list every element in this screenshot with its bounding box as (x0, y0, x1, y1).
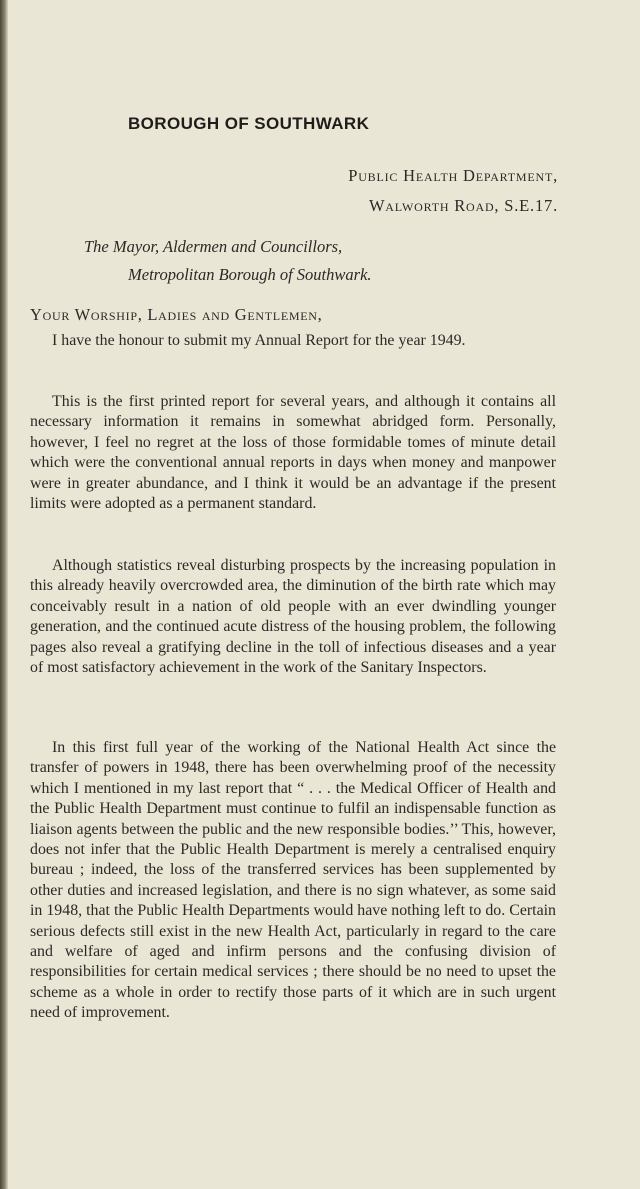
address-line-2: Walworth Road, S.E.17. (368, 196, 558, 215)
page-heading: BOROUGH OF SOUTHWARK (128, 114, 370, 133)
greeting: Your Worship, Ladies and Gentlemen, (30, 305, 323, 324)
paragraph-3: Although statistics reveal disturbing prospects by the increasing population in this already heavily overcrowded area, the diminution of the birth rate which may conceivably result in a nation of old people with an ever dwindling younger generation, and the continued acute distress of the housing problem, the following pages also reveal a gratifying decline in the toll of infectious diseases and a year of most satisfactory achievement in the work of the Sanitary Inspectors. (30, 557, 556, 677)
paragraph-4: In this first full year of the working of the National Health Act since the transfer of powers in 1948, there has been overwhelming proof of the necessity which I mentioned in my last report that “ . . . the Medical Officer of Health and the Public Health Department must continue to fulfil an indispensable function as liaison agents between the public and the new responsible bodies.’’ This, however, does not infer that the Public Health Department is merely a centralised enquiry bureau ; indeed, the loss of the transferred services has been supplemented by other duties and increased legislation, and there is no sign whatever, as some said in 1948, that the Public Health Departments would have nothing left to do. Certain serious defects still exist in the new Health Act, particularly in regard to the care and welfare of aged and infirm persons and the confusing division of responsibilities for certain medical services ; there should be no need to upset the scheme as a whole in order to rectify those parts of it which are in such urgent need of improvement. (30, 739, 556, 1022)
salutation-line-1: The Mayor, Aldermen and Councillors, (84, 237, 343, 256)
salutation-line-2: Metropolitan Borough of Southwark. (128, 265, 372, 284)
address-line-1: Public Health Department, (348, 166, 558, 185)
paragraph-1: I have the honour to submit my Annual Report for the year 1949. (52, 332, 466, 349)
paragraph-2: This is the first printed report for several years, and although it contains all necessary information it remains in somewhat abridged form. Personally, however, I feel no regret at the loss of those formidable tomes of minute detail which were the conventional annual reports in days when money and manpower were in greater abundance, and I think it would be an advantage if the present limits were adopted as a permanent standard. (30, 393, 556, 513)
